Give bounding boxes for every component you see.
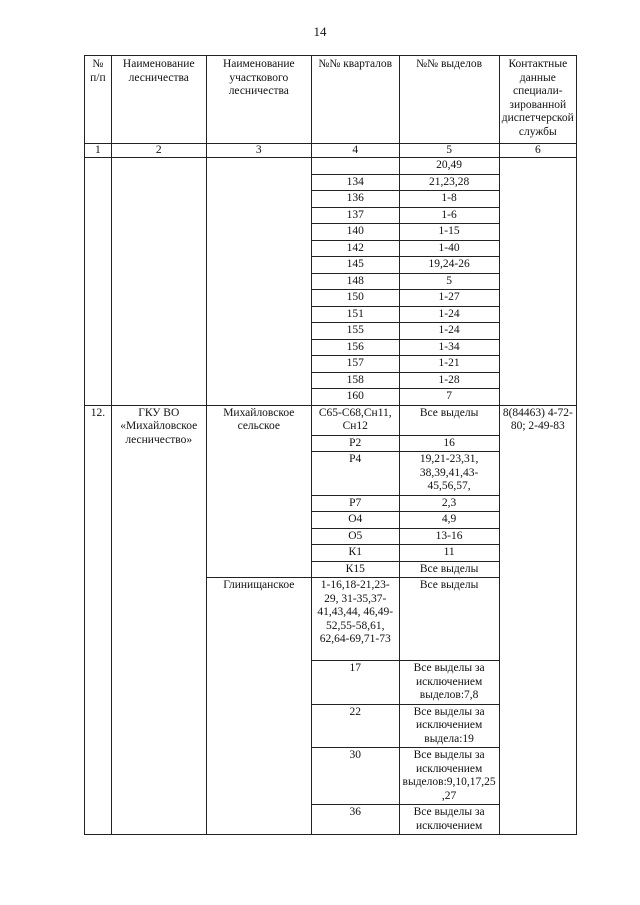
district-name: Михайловское сельское (206, 405, 311, 578)
district-name: Глинищанское (206, 578, 311, 835)
quarter-cell: 134 (311, 174, 399, 191)
column-number: 4 (311, 144, 399, 158)
quarter-cell: 30 (311, 748, 399, 805)
header-contacts: Контактные данные специали-зированной диспетчерской службы (499, 56, 576, 144)
plots-cell: 19,24-26 (399, 257, 499, 274)
plots-cell: Все выделы за исключением (399, 805, 499, 835)
forestry-name: ГКУ ВО «Михайловское лесничество» (111, 405, 206, 835)
plots-cell: 1-6 (399, 207, 499, 224)
quarter-cell: 157 (311, 356, 399, 373)
plots-cell: 1-15 (399, 224, 499, 241)
plots-cell: 7 (399, 389, 499, 406)
header-forestry: Наименование лесничества (111, 56, 206, 144)
plots-cell: 1-40 (399, 240, 499, 257)
quarter-cell: К1 (311, 545, 399, 562)
continuation-num-cell (85, 158, 112, 406)
quarter-cell: 155 (311, 323, 399, 340)
plots-cell: 5 (399, 273, 499, 290)
quarter-cell: Р7 (311, 495, 399, 512)
table-row (85, 405, 577, 435)
plots-cell: 16 (399, 435, 499, 452)
contacts-cell: 8(84463) 4-72-80; 2-49-83 (499, 405, 576, 835)
page-number: 14 (313, 24, 327, 39)
quarter-cell: О5 (311, 528, 399, 545)
quarter-cell: 151 (311, 306, 399, 323)
quarter-cell: С65-С68,Сн11, Сн12 (311, 405, 399, 435)
plots-cell: 1-21 (399, 356, 499, 373)
column-number-row (85, 144, 577, 158)
quarter-cell: 150 (311, 290, 399, 307)
quarter-cell: 156 (311, 339, 399, 356)
plots-cell: 1-24 (399, 323, 499, 340)
column-number: 2 (111, 144, 206, 158)
plots-cell: Все выделы за исключением выделов:7,8 (399, 661, 499, 705)
table-row (85, 158, 577, 175)
plots-cell: 21,23,28 (399, 174, 499, 191)
column-number: 3 (206, 144, 311, 158)
entry-number: 12. (85, 405, 112, 835)
forestry-table (84, 55, 577, 835)
quarter-cell: 140 (311, 224, 399, 241)
plots-cell: Все выделы (399, 561, 499, 578)
plots-cell: 20,49 (399, 158, 499, 175)
quarter-cell: 145 (311, 257, 399, 274)
quarter-cell: 36 (311, 805, 399, 835)
header-row (85, 56, 577, 144)
continuation-contacts-cell (499, 158, 576, 406)
quarter-cell: 142 (311, 240, 399, 257)
column-number: 5 (399, 144, 499, 158)
continuation-district-cell (206, 158, 311, 406)
header-quarters: №№ кварталов (311, 56, 399, 144)
plots-cell: Все выделы за исключением выделов:9,10,17,25,27 (399, 748, 499, 805)
plots-cell: 11 (399, 545, 499, 562)
column-number: 6 (499, 144, 576, 158)
quarter-cell (311, 158, 399, 175)
plots-cell: 2,3 (399, 495, 499, 512)
quarter-cell: 22 (311, 704, 399, 748)
quarter-cell: О4 (311, 512, 399, 529)
continuation-forestry-cell (111, 158, 206, 406)
plots-cell: 13-16 (399, 528, 499, 545)
plots-cell: 1-24 (399, 306, 499, 323)
plots-cell: Все выделы (399, 405, 499, 435)
plots-cell: 1-27 (399, 290, 499, 307)
quarter-cell: 1-16,18-21,23-29, 31-35,37-41,43,44, 46,49-52,55-58,61, 62,64-69,71-73 (311, 578, 399, 661)
plots-cell: 19,21-23,31, 38,39,41,43-45,56,57, (399, 452, 499, 496)
quarter-cell: 160 (311, 389, 399, 406)
plots-cell: 4,9 (399, 512, 499, 529)
plots-cell: Все выделы за исключением выдела:19 (399, 704, 499, 748)
quarter-cell: К15 (311, 561, 399, 578)
quarter-cell: 137 (311, 207, 399, 224)
plots-cell: 1-34 (399, 339, 499, 356)
plots-cell: 1-28 (399, 372, 499, 389)
quarter-cell: 136 (311, 191, 399, 208)
plots-cell: 1-8 (399, 191, 499, 208)
plots-cell: Все выделы (399, 578, 499, 661)
quarter-cell: 17 (311, 661, 399, 705)
quarter-cell: 148 (311, 273, 399, 290)
header-district: Наименование участкового лесничества (206, 56, 311, 144)
quarter-cell: Р2 (311, 435, 399, 452)
header-plots: №№ выделов (399, 56, 499, 144)
column-number: 1 (85, 144, 112, 158)
quarter-cell: Р4 (311, 452, 399, 496)
quarter-cell: 158 (311, 372, 399, 389)
header-num: № п/п (85, 56, 112, 144)
